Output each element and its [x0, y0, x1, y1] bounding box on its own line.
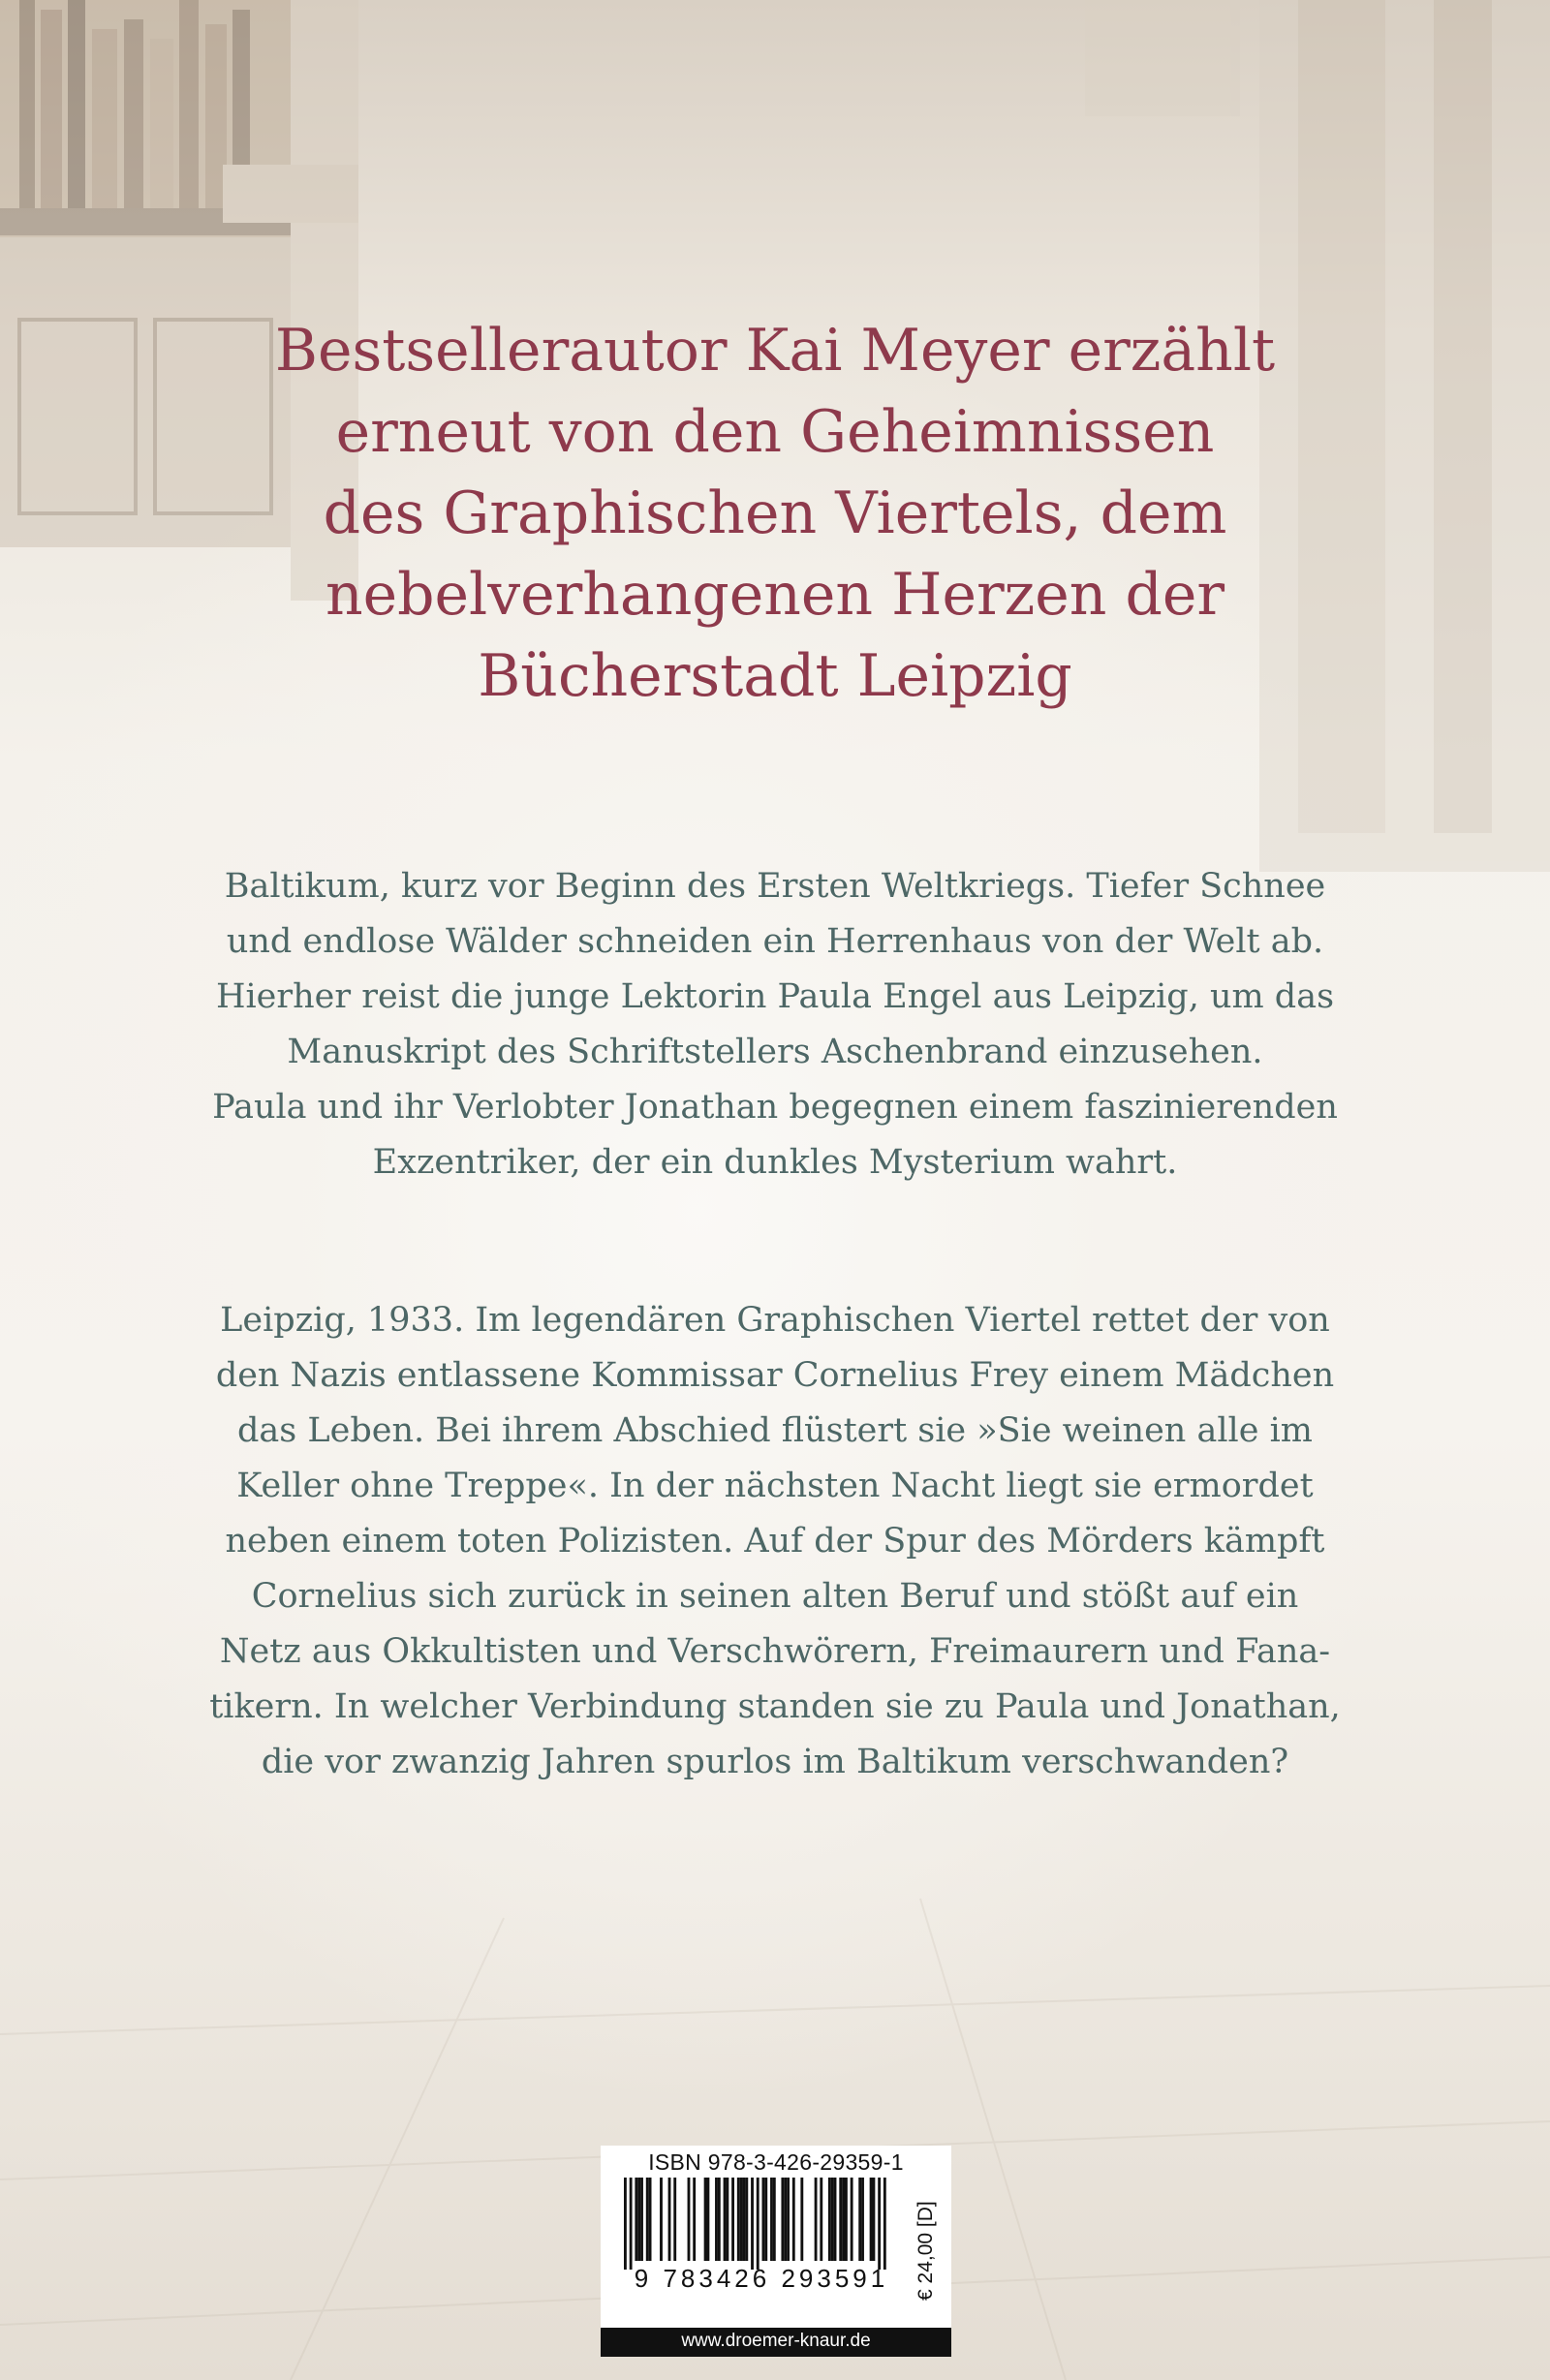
barcode-bar: [828, 2178, 831, 2261]
barcode-bar: [745, 2178, 748, 2261]
barcode-bar: [640, 2178, 643, 2261]
blurb-line: Hierher reist die junge Lektorin Paula Engel aus Leipzig, um das: [215, 977, 1335, 1016]
ean-barcode: [610, 2178, 901, 2270]
barcode-bar: [624, 2178, 627, 2270]
blurb-line: Cornelius sich zurück in seinen alten Beruf und stößt auf ein: [251, 1577, 1299, 1616]
blurb-line: Baltikum, kurz vor Beginn des Ersten Weltkriegs. Tiefer Schnee: [224, 867, 1326, 906]
barcode-bar: [707, 2178, 710, 2261]
barcode-bar: [715, 2178, 718, 2261]
blurb-line: tikern. In welcher Verbindung standen sie zu Paula und Jonathan,: [209, 1687, 1341, 1726]
headline-line: Bestsellerautor Kai Meyer erzählt: [274, 317, 1276, 385]
barcode-bar: [673, 2178, 676, 2261]
barcode-bar: [649, 2178, 652, 2261]
blurb-line: Netz aus Okkultisten und Verschwörern, Freimaurern und Fana-: [219, 1632, 1331, 1671]
barcode-bar: [731, 2178, 734, 2261]
barcode-bar: [878, 2178, 881, 2270]
blurb-line: die vor zwanzig Jahren spurlos im Baltikum verschwanden?: [261, 1743, 1289, 1781]
blurb-line: Leipzig, 1933. Im legendären Graphischen Viertel rettet der von: [220, 1301, 1330, 1340]
barcode-bar: [800, 2178, 803, 2261]
barcode-bar: [787, 2178, 790, 2261]
barcode-bar: [757, 2178, 760, 2270]
blurb-line: den Nazis entlassene Kommissar Cornelius Frey einem Mädchen: [215, 1356, 1335, 1395]
barcode-bar: [834, 2178, 837, 2261]
barcode-bar: [660, 2178, 663, 2261]
barcode-bar: [770, 2178, 773, 2261]
barcode-bar: [861, 2178, 864, 2261]
barcode-bar: [764, 2178, 767, 2261]
barcode-bar: [858, 2178, 861, 2261]
barcode-bar: [873, 2178, 876, 2261]
barcode-bar: [884, 2178, 886, 2270]
isbn-label: ISBN 978-3-426-29359-1: [648, 2149, 904, 2175]
blurb-line: Manuskript des Schriftstellers Aschenbrand einzusehen.: [287, 1033, 1263, 1071]
headline-line: nebelverhangenen Herzen der: [325, 561, 1225, 629]
blurb-line: und endlose Wälder schneiden ein Herrenhaus von der Welt ab.: [226, 922, 1324, 961]
barcode-bar: [751, 2178, 754, 2270]
barcode-bar: [820, 2178, 822, 2261]
barcode-bar: [635, 2178, 637, 2261]
barcode-bar: [870, 2178, 873, 2261]
barcode-bar: [839, 2178, 842, 2261]
headline-line: erneut von den Geheimnissen: [335, 398, 1215, 466]
blurb-line: das Leben. Bei ihrem Abschied flüstert sie »Sie weinen alle im: [237, 1411, 1313, 1450]
barcode-bar: [762, 2178, 765, 2261]
barcode-bar: [773, 2178, 776, 2261]
publisher-url[interactable]: www.droemer-knaur.de: [681, 2331, 871, 2351]
barcode-bar: [792, 2178, 795, 2261]
barcode-bar: [851, 2178, 853, 2261]
barcode-bar: [740, 2178, 743, 2261]
barcode-bar: [815, 2178, 818, 2261]
headline-line: des Graphischen Viertels, dem: [323, 479, 1227, 547]
barcode-bar: [737, 2178, 740, 2261]
ean-number: 9 783426 293591: [634, 2264, 889, 2293]
headline: [0, 310, 1550, 717]
price-label: € 24,00 [D]: [914, 2201, 937, 2301]
barcode-bar: [688, 2178, 691, 2261]
headline-line: Bücherstadt Leipzig: [478, 642, 1072, 710]
blurb-line: Keller ohne Treppe«. In der nächsten Nacht liegt sie ermordet: [236, 1467, 1314, 1505]
barcode-bar: [637, 2178, 640, 2261]
blurb-paragraph-2: [126, 1293, 1424, 1790]
blurb-line: Exzentriker, der ein dunkles Mysterium wahrt.: [372, 1143, 1178, 1182]
barcode-bar: [693, 2178, 696, 2261]
barcode-bar: [781, 2178, 784, 2261]
blurb-line: Paula und ihr Verlobter Jonathan begegnen einem faszinierenden: [212, 1088, 1338, 1127]
barcode-bar: [704, 2178, 707, 2261]
barcode-bar: [646, 2178, 649, 2261]
barcode-bar: [718, 2178, 721, 2261]
barcode-bar: [845, 2178, 848, 2261]
barcode-bar: [842, 2178, 845, 2261]
barcode-bar: [724, 2178, 727, 2261]
barcode-bar: [784, 2178, 787, 2261]
blurb-line: neben einem toten Polizisten. Auf der Spur des Mörders kämpft: [225, 1522, 1325, 1561]
barcode-bar: [668, 2178, 671, 2261]
barcode-bar: [630, 2178, 633, 2270]
barcode-bar: [726, 2178, 728, 2261]
barcode-bar: [743, 2178, 746, 2261]
barcode-bar: [831, 2178, 834, 2261]
blurb-paragraph-1: [126, 859, 1424, 1190]
